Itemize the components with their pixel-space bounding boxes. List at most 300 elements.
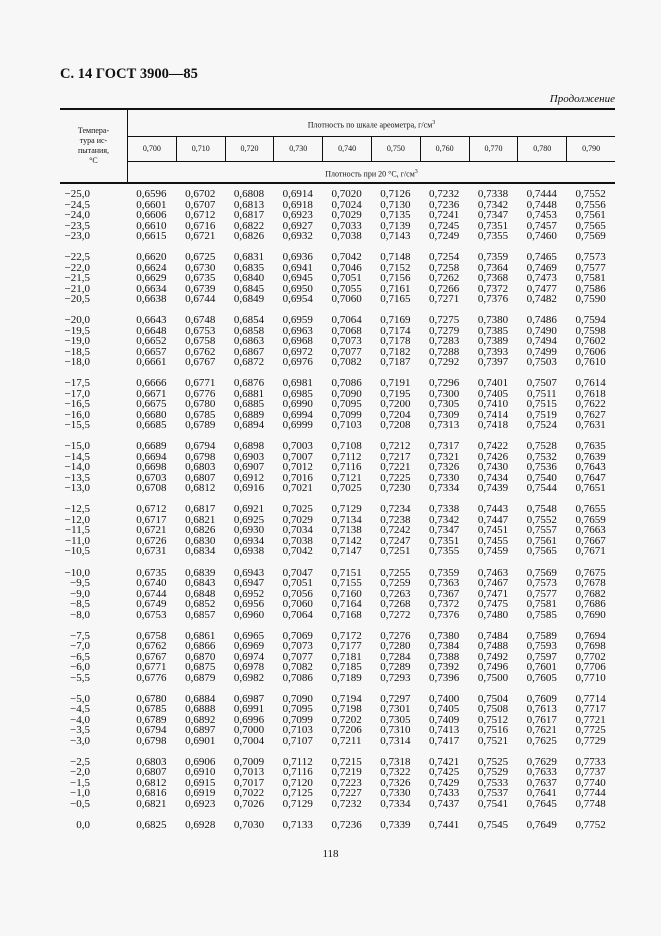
density-cell: 0,7099 [331, 408, 362, 421]
density-cell: 0,7448 [526, 198, 557, 211]
density-cell: 0,7594 [575, 314, 606, 327]
density-cell: 0,6889 [233, 408, 265, 421]
density-cell: 0,7022 [233, 787, 265, 800]
density-cell: 0,7484 [477, 629, 509, 642]
density-cell: 0,6694 [136, 450, 167, 463]
density-cell: 0,7585 [526, 608, 557, 621]
temperature-cell: −20,0 [64, 314, 90, 327]
density-cell: 0,7465 [526, 251, 557, 264]
density-cell: 0,7221 [380, 461, 411, 474]
density-cell: 0,7418 [477, 419, 509, 432]
table-row [60, 420, 615, 431]
density-cell: 0,7744 [575, 787, 606, 800]
temperature-cell: −11,0 [64, 534, 90, 547]
density-cell: 0,7095 [331, 398, 362, 411]
density-cell: 0,7204 [380, 408, 411, 421]
density-cell: 0,7126 [380, 188, 411, 200]
row-group [60, 252, 615, 305]
density-cell: 0,7351 [477, 219, 509, 232]
density-cell: 0,7389 [477, 335, 509, 348]
density-cell: 0,7417 [429, 734, 460, 747]
density-cell: 0,7649 [526, 818, 557, 831]
page-number: 118 [322, 848, 339, 860]
density-cell: 0,6978 [233, 661, 265, 674]
density-cell: 0,7561 [575, 209, 606, 221]
density-cell: 0,6848 [185, 587, 216, 600]
density-cell: 0,7686 [575, 598, 606, 611]
density-cell: 0,7561 [526, 534, 557, 547]
density-cell: 0,7748 [575, 797, 606, 810]
density-cell: 0,6638 [136, 293, 167, 306]
density-cell: 0,7496 [477, 661, 509, 674]
density-cell: 0,7385 [477, 324, 509, 337]
density-cell: 0,6830 [185, 534, 216, 547]
density-cell: 0,7026 [233, 797, 265, 810]
density-cell: 0,6794 [136, 724, 167, 737]
density-cell: 0,6852 [185, 598, 216, 611]
density-cell: 0,6881 [233, 387, 265, 400]
density-cell: 0,6730 [185, 261, 216, 274]
density-cell: 0,6835 [233, 261, 265, 274]
density-cell: 0,7586 [575, 282, 606, 295]
table-row [60, 799, 615, 810]
density-cell: 0,7425 [429, 766, 460, 779]
density-cell: 0,6643 [136, 314, 167, 327]
density-cell: 0,7480 [477, 608, 509, 621]
density-cell: 0,6843 [185, 577, 216, 590]
density-cell: 0,6798 [185, 450, 216, 463]
density-cell: 0,7217 [380, 450, 411, 463]
density-cell: 0,6702 [185, 188, 216, 200]
density-cell: 0,7318 [380, 755, 411, 768]
temperature-cell: −19,5 [64, 324, 90, 337]
density-cell: 0,7367 [429, 587, 460, 600]
density-cell: 0,7142 [331, 534, 362, 547]
density-cell: 0,7296 [429, 377, 460, 390]
density-cell: 0,7004 [233, 734, 265, 747]
density-cell: 0,6858 [233, 324, 265, 337]
temperature-cell: −2,5 [70, 755, 90, 768]
density-cell: 0,6969 [233, 640, 265, 653]
density-cell: 0,7548 [526, 503, 557, 516]
density-cell: 0,7609 [526, 692, 557, 705]
density-cell: 0,7659 [575, 513, 606, 526]
temperature-cell: −4,0 [70, 713, 90, 726]
density-cell: 0,7397 [477, 356, 509, 369]
density-cell: 0,7189 [331, 671, 362, 684]
temperature-cell: −7,0 [70, 640, 90, 653]
density-cell: 0,7737 [575, 766, 606, 779]
density-cell: 0,7120 [282, 776, 313, 789]
density-cell: 0,7034 [282, 524, 313, 537]
table-header [60, 108, 615, 184]
density-cell: 0,6885 [233, 398, 265, 411]
scale-value-header: 0,770 [470, 137, 519, 161]
density-cell: 0,6914 [282, 188, 313, 200]
density-cell: 0,7451 [477, 524, 509, 537]
scale-value-header: 0,750 [372, 137, 421, 161]
scale-value-header: 0,790 [582, 144, 601, 153]
table-row [60, 820, 615, 831]
density-cell: 0,6698 [136, 461, 167, 474]
density-cell: 0,7740 [575, 776, 606, 789]
density-cell: 0,7227 [331, 787, 362, 800]
density-cell: 0,6601 [136, 198, 167, 211]
density-cell: 0,7234 [380, 503, 411, 516]
density-cell: 0,7038 [331, 230, 362, 242]
density-cell: 0,7247 [380, 534, 411, 547]
density-cell: 0,6981 [282, 377, 313, 390]
temperature-cell: −15,5 [64, 419, 90, 432]
table-row [60, 673, 615, 684]
density-cell: 0,7042 [282, 545, 313, 558]
density-cell: 0,7752 [575, 818, 606, 831]
density-cell: 0,7099 [282, 713, 313, 726]
scale-value-header: 0,740 [323, 137, 372, 161]
density-cell: 0,7338 [477, 188, 509, 200]
density-cell: 0,7208 [380, 419, 411, 432]
density-cell: 0,7112 [331, 450, 362, 463]
density-cell: 0,6923 [185, 797, 216, 810]
density-cell: 0,7086 [282, 671, 313, 684]
row-group [60, 378, 615, 431]
density-cell: 0,6726 [136, 534, 167, 547]
temperature-cell: −23,0 [64, 230, 90, 242]
density-cell: 0,7610 [575, 356, 606, 369]
density-cell: 0,7396 [429, 671, 460, 684]
density-cell: 0,7172 [331, 629, 362, 642]
density-cell: 0,7405 [477, 387, 509, 400]
density-cell: 0,7178 [380, 335, 411, 348]
density-cell: 0,6794 [185, 440, 216, 453]
density-cell: 0,7147 [331, 545, 362, 558]
density-cell: 0,7283 [429, 335, 460, 348]
density-cell: 0,7069 [282, 629, 313, 642]
density-cell: 0,7645 [526, 797, 557, 810]
density-cell: 0,7194 [331, 692, 362, 705]
density-cell: 0,7569 [526, 566, 557, 579]
density-cell: 0,7068 [331, 324, 362, 337]
density-cell: 0,7139 [380, 219, 411, 232]
density-cell: 0,7437 [429, 797, 460, 810]
density-cell: 0,6712 [136, 503, 167, 516]
density-cell: 0,7469 [526, 261, 557, 274]
density-cell: 0,7138 [331, 524, 362, 537]
density-cell: 0,7202 [331, 713, 362, 726]
density-cell: 0,6879 [185, 671, 216, 684]
density-cell: 0,6910 [185, 766, 216, 779]
density-cell: 0,7206 [331, 724, 362, 737]
density-cell: 0,6615 [136, 230, 167, 242]
density-cell: 0,7215 [331, 755, 362, 768]
density-cell: 0,7537 [477, 787, 509, 800]
row-group [60, 315, 615, 368]
temperature-cell: −7,5 [70, 629, 90, 642]
density-cell: 0,7439 [477, 482, 509, 495]
density-cell: 0,7317 [429, 440, 460, 453]
temperature-cell: −3,0 [70, 734, 90, 747]
density-cell: 0,6861 [185, 629, 216, 642]
density-cell: 0,7637 [526, 776, 557, 789]
density-cell: 0,6822 [233, 219, 265, 232]
density-cell: 0,6826 [233, 230, 265, 242]
density-cell: 0,7717 [575, 703, 606, 716]
density-cell: 0,6666 [136, 377, 167, 390]
density-cell: 0,7426 [477, 450, 509, 463]
temperature-cell: −12,0 [64, 513, 90, 526]
density-cell: 0,6758 [136, 629, 167, 642]
density-cell: 0,7598 [575, 324, 606, 337]
temperature-cell: −3,5 [70, 724, 90, 737]
density-cell: 0,7251 [380, 545, 411, 558]
density-cell: 0,7056 [282, 587, 313, 600]
density-cell: 0,7125 [282, 787, 313, 800]
temperature-cell: −22,0 [64, 261, 90, 274]
density-cell: 0,6982 [233, 671, 265, 684]
density-cell: 0,7223 [331, 776, 362, 789]
density-cell: 0,7500 [477, 671, 509, 684]
density-cell: 0,6749 [136, 598, 167, 611]
density-cell: 0,7230 [380, 482, 411, 495]
density-cell: 0,6606 [136, 209, 167, 221]
density-20c-label: Плотность при 20 °С, г/см [325, 169, 415, 179]
density-cell: 0,7613 [526, 703, 557, 716]
temperature-cell: −21,5 [64, 272, 90, 285]
density-cell: 0,7152 [380, 261, 411, 274]
density-cell: 0,7533 [477, 776, 509, 789]
density-cell: 0,7064 [282, 608, 313, 621]
density-cell: 0,6634 [136, 282, 167, 295]
density-cell: 0,7310 [380, 724, 411, 737]
density-cell: 0,6780 [136, 692, 167, 705]
density-cell: 0,7326 [380, 776, 411, 789]
unit-exponent: 3 [414, 169, 418, 175]
density-cell: 0,6994 [282, 408, 313, 421]
density-cell: 0,7130 [380, 198, 411, 211]
temperature-cell: −13,0 [64, 482, 90, 495]
density-cell: 0,6712 [185, 209, 216, 221]
density-cell: 0,7212 [380, 440, 411, 453]
density-cell: 0,7413 [429, 724, 460, 737]
scale-values-row [128, 137, 615, 162]
density-cell: 0,7581 [526, 598, 557, 611]
density-cell: 0,6985 [282, 387, 313, 400]
density-cell: 0,7515 [526, 398, 557, 411]
density-cell: 0,7024 [331, 198, 362, 211]
density-cell: 0,6907 [233, 461, 265, 474]
density-cell: 0,7503 [526, 356, 557, 369]
density-cell: 0,7275 [429, 314, 460, 327]
density-cell: 0,7038 [282, 534, 313, 547]
density-cell: 0,7161 [380, 282, 411, 295]
temperature-cell: −1,5 [70, 776, 90, 789]
density-cell: 0,6762 [185, 345, 216, 358]
density-cell: 0,6960 [233, 608, 265, 621]
density-cell: 0,6901 [185, 734, 216, 747]
row-group [60, 441, 615, 494]
temperature-cell: −14,5 [64, 450, 90, 463]
temperature-cell: −23,5 [64, 219, 90, 232]
scale-value-header: 0,700 [128, 137, 177, 161]
density-cell: 0,7545 [477, 818, 509, 831]
density-cell: 0,7225 [380, 471, 411, 484]
density-cell: 0,6987 [233, 692, 265, 705]
density-cell: 0,6866 [185, 640, 216, 653]
density-cell: 0,7494 [526, 335, 557, 348]
density-cell: 0,7463 [477, 566, 509, 579]
density-cell: 0,7347 [429, 524, 460, 537]
density-cell: 0,7116 [282, 766, 313, 779]
temperature-cell: −10,5 [64, 545, 90, 558]
table-body [60, 189, 615, 841]
density-cell: 0,7242 [380, 524, 411, 537]
density-cell: 0,7678 [575, 577, 606, 590]
density-cell: 0,7321 [429, 450, 460, 463]
density-cell: 0,7051 [282, 577, 313, 590]
density-cell: 0,6956 [233, 598, 265, 611]
density-cell: 0,7025 [331, 482, 362, 495]
density-cell: 0,6884 [185, 692, 216, 705]
density-cell: 0,7627 [575, 408, 606, 421]
density-cell: 0,7602 [575, 335, 606, 348]
density-cell: 0,7667 [575, 534, 606, 547]
density-cell: 0,6976 [282, 356, 313, 369]
density-cell: 0,7475 [477, 598, 509, 611]
density-cell: 0,7103 [331, 419, 362, 432]
density-cell: 0,7392 [429, 661, 460, 674]
density-cell: 0,7577 [575, 261, 606, 274]
density-cell: 0,7492 [477, 650, 509, 663]
density-cell: 0,6839 [185, 566, 216, 579]
density-cell: 0,6703 [136, 471, 167, 484]
density-cell: 0,6898 [233, 440, 265, 453]
density-cell: 0,6785 [185, 408, 216, 421]
density-cell: 0,7552 [526, 513, 557, 526]
density-cell: 0,6771 [185, 377, 216, 390]
density-cell: 0,6785 [136, 703, 167, 716]
density-cell: 0,7271 [429, 293, 460, 306]
density-cell: 0,7051 [331, 272, 362, 285]
density-cell: 0,7263 [380, 587, 411, 600]
density-cell: 0,7614 [575, 377, 606, 390]
density-cell: 0,6930 [233, 524, 265, 537]
scale-value-header: 0,730 [274, 137, 323, 161]
density-cell: 0,6753 [136, 608, 167, 621]
density-cell: 0,7447 [477, 513, 509, 526]
temperature-cell: −17,5 [64, 377, 90, 390]
density-cell: 0,7236 [429, 198, 460, 211]
density-cell: 0,6596 [136, 188, 167, 200]
density-cell: 0,7384 [429, 640, 460, 653]
density-cell: 0,7181 [331, 650, 362, 663]
density-cell: 0,7289 [380, 661, 411, 674]
density-cell: 0,6888 [185, 703, 216, 716]
density-cell: 0,7721 [575, 713, 606, 726]
temperature-cell: −9,5 [70, 577, 90, 590]
table-row [60, 610, 615, 621]
density-cell: 0,7342 [477, 198, 509, 211]
temperature-cell: −11,5 [64, 524, 90, 537]
density-cell: 0,6689 [136, 440, 167, 453]
density-cell: 0,7198 [331, 703, 362, 716]
density-cell: 0,7647 [575, 471, 606, 484]
density-cell: 0,7177 [331, 640, 362, 653]
temperature-cell: −6,0 [70, 661, 90, 674]
density-cell: 0,7635 [575, 440, 606, 453]
density-cell: 0,6657 [136, 345, 167, 358]
density-cell: 0,7020 [331, 188, 362, 200]
row-group [60, 694, 615, 747]
density-cell: 0,6685 [136, 419, 167, 432]
density-cell: 0,7187 [380, 356, 411, 369]
row-group [60, 820, 615, 831]
temperature-cell: −15,0 [64, 440, 90, 453]
density-cell: 0,7342 [429, 513, 460, 526]
density-cell: 0,6870 [185, 650, 216, 663]
density-cell: 0,6963 [282, 324, 313, 337]
density-cell: 0,7060 [282, 598, 313, 611]
density-cell: 0,7573 [526, 577, 557, 590]
page-title: С. 14 ГОСТ 3900—85 [60, 66, 198, 82]
density-cell: 0,7694 [575, 629, 606, 642]
density-cell: 0,7007 [282, 450, 313, 463]
temperature-cell: −21,0 [64, 282, 90, 295]
density-cell: 0,7675 [575, 566, 606, 579]
density-cell: 0,7569 [575, 230, 606, 242]
density-cell: 0,7499 [526, 345, 557, 358]
density-cell: 0,6767 [136, 650, 167, 663]
temperature-cell: −24,5 [64, 198, 90, 211]
density-cell: 0,7617 [526, 713, 557, 726]
density-cell: 0,7055 [331, 282, 362, 295]
density-cell: 0,7710 [575, 671, 606, 684]
density-cell: 0,7467 [477, 577, 509, 590]
density-cell: 0,6758 [185, 335, 216, 348]
density-cell: 0,6892 [185, 713, 216, 726]
density-cell: 0,6999 [282, 419, 313, 432]
density-cell: 0,7259 [380, 577, 411, 590]
density-cell: 0,6680 [136, 408, 167, 421]
density-cell: 0,7507 [526, 377, 557, 390]
density-cell: 0,7490 [526, 324, 557, 337]
table-row [60, 546, 615, 557]
density-cell: 0,6739 [185, 282, 216, 295]
density-cell: 0,6954 [282, 293, 313, 306]
density-cell: 0,6959 [282, 314, 313, 327]
density-cell: 0,7482 [526, 293, 557, 306]
row-group [60, 757, 615, 810]
density-cell: 0,6875 [185, 661, 216, 674]
density-cell: 0,7690 [575, 608, 606, 621]
density-cell: 0,7400 [429, 692, 460, 705]
density-cell: 0,7625 [526, 734, 557, 747]
density-cell: 0,7552 [575, 188, 606, 200]
density-cell: 0,7009 [233, 755, 265, 768]
table-row [60, 736, 615, 747]
density-cell: 0,6725 [185, 251, 216, 264]
density-cell: 0,7433 [429, 787, 460, 800]
density-cell: 0,6803 [136, 755, 167, 768]
table-row [60, 189, 615, 200]
density-cell: 0,7262 [429, 272, 460, 285]
density-cell: 0,6721 [185, 230, 216, 242]
density-cell: 0,6762 [136, 640, 167, 653]
density-cell: 0,7000 [233, 724, 265, 737]
density-cell: 0,7663 [575, 524, 606, 537]
density-cell: 0,7590 [575, 293, 606, 306]
density-cell: 0,6932 [282, 230, 313, 242]
density-cell: 0,6906 [185, 755, 216, 768]
